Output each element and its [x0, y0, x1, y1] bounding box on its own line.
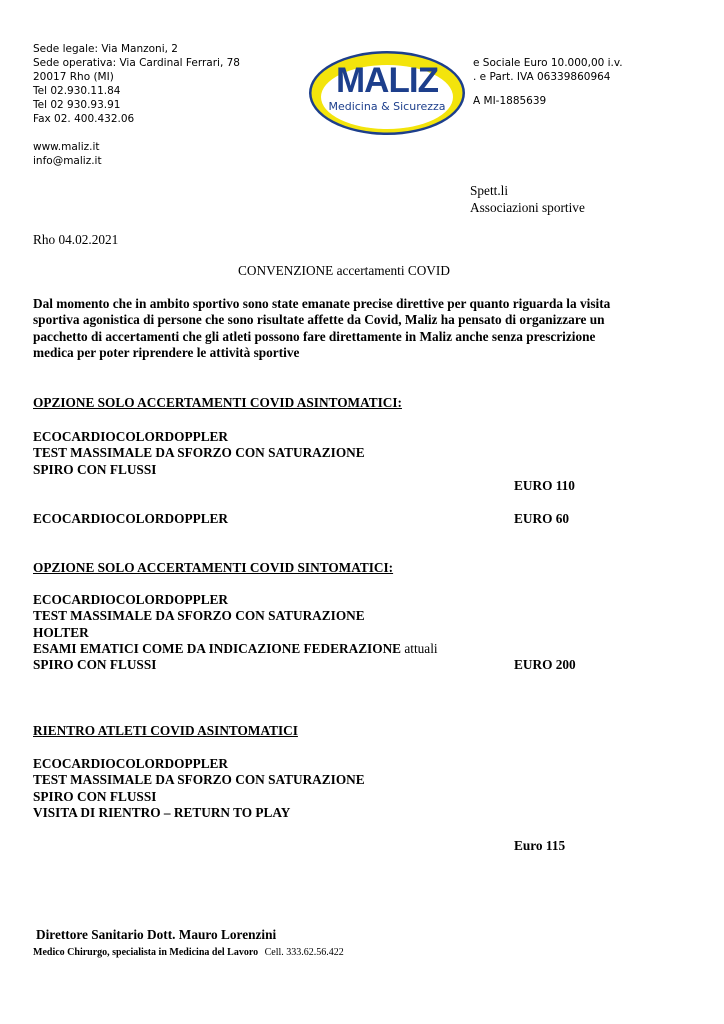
exam-item: SPIRO CON FLUSSI — [33, 788, 157, 804]
signature-details — [33, 947, 344, 959]
exam-item: ECOCARDIOCOLORDOPPLER — [33, 756, 229, 771]
section-items-return — [33, 756, 365, 821]
intro-line: medica per poter riprendere le attività sportive — [33, 344, 300, 360]
section-heading-return: RIENTRO ATLETI COVID ASINTOMATICI — [33, 723, 298, 738]
website-link[interactable]: www.maliz.it — [33, 141, 100, 153]
recipient-block — [470, 182, 585, 216]
company-address — [33, 42, 240, 126]
section-items-asymptomatic — [33, 429, 365, 478]
address-line: 20017 Rho (MI) — [33, 71, 114, 83]
intro-line: Dal momento che in ambito sportivo sono state emanate precise direttive per quanto riguarda la visita — [33, 296, 611, 311]
company-web — [33, 140, 102, 168]
recipient-name: Associazioni sportive — [470, 200, 585, 215]
exam-item — [33, 641, 438, 657]
exam-item: HOLTER — [33, 624, 89, 640]
vat-line: . e Part. IVA 06339860964 — [473, 71, 611, 83]
logo-tagline: Medicina & Sicurezza — [328, 100, 446, 113]
signature-role: Medico Chirurgo, specialista in Medicina del Lavoro — [33, 947, 259, 958]
section-heading-symptomatic: OPZIONE SOLO ACCERTAMENTI COVID SINTOMATICI: — [33, 560, 394, 575]
exam-item: VISITA DI RIENTRO – RETURN TO PLAY — [33, 804, 291, 820]
exam-item: ECOCARDIOCOLORDOPPLER — [33, 429, 229, 444]
email-link[interactable]: info@maliz.it — [33, 155, 102, 167]
document-title: CONVENZIONE accertamenti COVID — [238, 263, 450, 278]
price-single: EURO 60 — [514, 511, 570, 526]
logo-name: MALIZ — [336, 61, 438, 100]
exam-item: TEST MASSIMALE DA SFORZO CON SATURAZIONE — [33, 445, 365, 461]
exam-item: TEST MASSIMALE DA SFORZO CON SATURAZIONE — [33, 608, 365, 624]
phone-line: Tel 02 930.93.91 — [33, 99, 121, 111]
fax-line: Fax 02. 400.432.06 — [33, 113, 135, 125]
signature-phone: Cell. 333.62.56.422 — [264, 947, 344, 958]
company-registry — [473, 56, 623, 108]
price-asymptomatic: EURO 110 — [514, 478, 575, 493]
section-items-symptomatic — [33, 592, 438, 673]
price-return: Euro 115 — [514, 838, 566, 853]
exam-item: TEST MASSIMALE DA SFORZO CON SATURAZIONE — [33, 772, 365, 788]
exam-item-bold: ESAMI EMATICI COME DA INDICAZIONE FEDERAZIONE — [33, 640, 402, 656]
rea-line: A MI-1885639 — [473, 95, 547, 107]
maliz-logo — [308, 50, 466, 136]
section-heading-asymptomatic: OPZIONE SOLO ACCERTAMENTI COVID ASINTOMATICI: — [33, 395, 402, 410]
price-symptomatic: EURO 200 — [514, 657, 576, 672]
intro-paragraph — [33, 296, 610, 361]
intro-line: sportiva agonistica di persone che sono risultate affette da Covid, Maliz ha pensato di organizzare un — [33, 312, 605, 328]
exam-item-suffix: attuali — [401, 640, 438, 656]
phone-line: Tel 02.930.11.84 — [33, 85, 121, 97]
recipient-salutation: Spett.li — [470, 183, 509, 198]
address-line: Sede operativa: Via Cardinal Ferrari, 78 — [33, 57, 240, 69]
exam-item: ECOCARDIOCOLORDOPPLER — [33, 592, 229, 607]
signature-name: Direttore Sanitario Dott. Mauro Lorenzini — [36, 927, 277, 942]
exam-item-single: ECOCARDIOCOLORDOPPLER — [33, 511, 229, 526]
capital-line: e Sociale Euro 10.000,00 i.v. — [473, 57, 623, 69]
address-line: Sede legale: Via Manzoni, 2 — [33, 43, 178, 55]
exam-item: SPIRO CON FLUSSI — [33, 657, 157, 673]
exam-item: SPIRO CON FLUSSI — [33, 461, 157, 477]
date-line: Rho 04.02.2021 — [33, 232, 119, 247]
intro-line: pacchetto di accertamenti che gli atleti possono fare direttamente in Maliz anche senza prescrizione — [33, 328, 596, 344]
